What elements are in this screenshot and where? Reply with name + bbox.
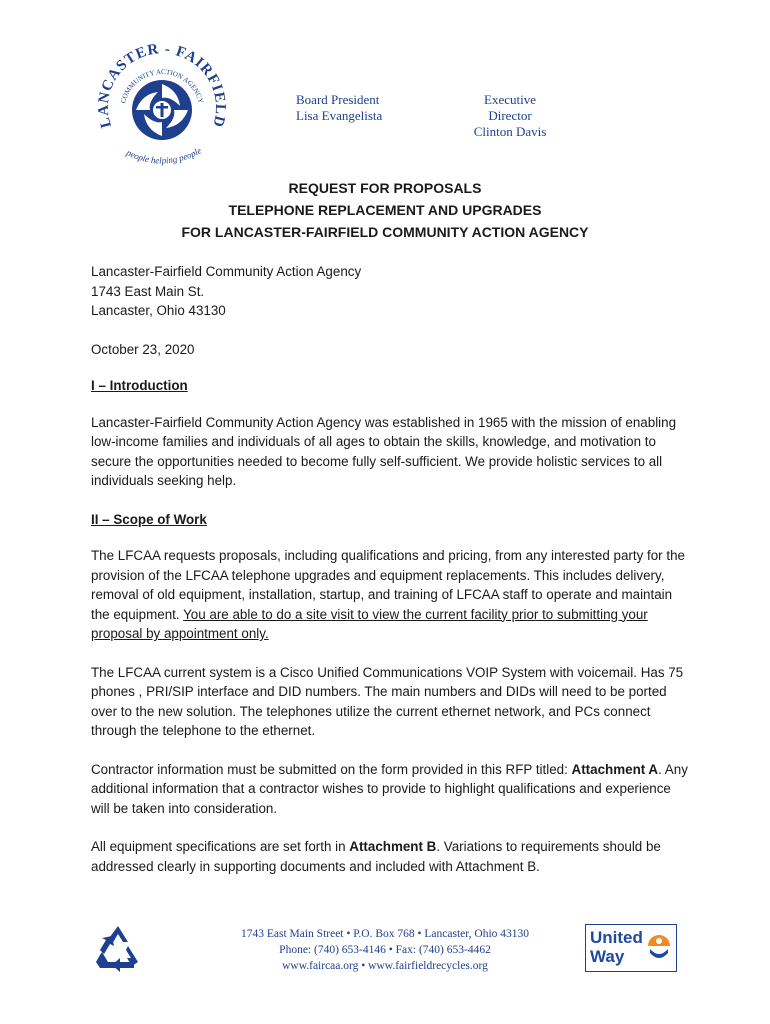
uw-line-2: Way (590, 947, 625, 966)
title-line-3: FOR LANCASTER-FAIRFIELD COMMUNITY ACTION AGENCY (181, 224, 589, 240)
address-line-2: 1743 East Main St. (91, 283, 205, 299)
united-way-logo (585, 924, 677, 972)
footer-address: 1743 East Main Street • P.O. Box 768 • Lancaster, Ohio 43130 (240, 928, 530, 940)
title-line-1: REQUEST FOR PROPOSALS (288, 180, 482, 196)
footer-contact (200, 926, 570, 974)
exec-name: Clinton Davis (473, 124, 547, 139)
footer-websites: www.faircaa.org • www.fairfieldrecycles.org (282, 960, 488, 972)
scope-paragraph-3 (91, 760, 691, 819)
site-visit-note: You are able to do a site visit to view the current facility prior to submitting your proposal by appointment only. (91, 606, 648, 641)
footer-phone: Phone: (740) 653-4146 • Fax: (740) 653-4462 (279, 944, 491, 956)
scope-paragraph-2: The LFCAA current system is a Cisco Unified Communications VOIP System with voicemail. Has 75 phones , PRI/SIP interface and DID numbers. The main numbers and DIDs will need to be ported over to the new solution. The telephones utilize the current ethernet network, and PCs connect through the telephone to the ethernet. (91, 664, 684, 738)
scope-paragraph-3-text: Contractor information must be submitted on the form provided in this RFP titled: (91, 761, 572, 777)
address-line-1: Lancaster-Fairfield Community Action Agency (91, 264, 362, 279)
document-body (91, 262, 691, 895)
united-way-hand-icon (646, 933, 672, 963)
introduction-paragraph: Lancaster-Fairfield Community Action Agency was established in 1965 with the mission of enabling low-income families and individuals of all ages to obtain the skills, knowledge, and motivation to secure the opportunities needed to become fully self-sufficient. We provide holistic services to all individuals seeking help. (91, 414, 677, 488)
section-heading-introduction: I – Introduction (91, 378, 188, 393)
scope-paragraph-1 (91, 546, 691, 644)
attachment-b-ref: Attachment B (349, 839, 437, 854)
scope-paragraph-1-text: The LFCAA requests proposals, including qualifications and pricing, from any interested party for the provision of the LFCAA telephone upgrades and equipment replacements. This includes delivery, removal of old equipment, installation, startup, and training of LFCAA staff to operate and maintain the equipment. (91, 548, 685, 622)
uw-line-1: United (590, 928, 643, 947)
executive-director-block (462, 92, 558, 140)
logo-inner-text: COMMUNITY ACTION AGENCY (119, 67, 205, 105)
logo-tagline: people helping people (125, 145, 203, 166)
agency-address (91, 262, 691, 321)
document-date: October 23, 2020 (91, 341, 195, 357)
logo-ring-text: LANCASTER - FAIRFIELD (95, 41, 229, 130)
scope-paragraph-3-tail: . Any additional information that a contractor wishes to provide to highlight qualifications and experience will be taken into consideration. (91, 761, 688, 816)
united-way-wordmark (590, 928, 643, 966)
document-title (0, 177, 770, 243)
scope-paragraph-4 (91, 837, 691, 876)
address-line-3: Lancaster, Ohio 43130 (91, 303, 226, 318)
board-president-block (296, 92, 382, 124)
svg-text:people helping people (124, 145, 203, 165)
title-line-2: TELEPHONE REPLACEMENT AND UPGRADES (228, 202, 542, 218)
section-heading-scope: II – Scope of Work (91, 511, 207, 527)
scope-paragraph-4-text: All equipment specifications are set forth in (91, 839, 350, 854)
attachment-a-ref: Attachment A (571, 761, 659, 777)
board-name: Lisa Evangelista (296, 108, 383, 123)
board-title: Board President (296, 92, 380, 107)
scope-paragraph-4-tail: . Variations to requirements should be addressed clearly in supporting documents and included with Attachment B. (91, 839, 661, 874)
lfcaa-logo (92, 40, 232, 180)
recycle-icon (92, 922, 144, 974)
exec-title: Executive Director (484, 92, 536, 123)
